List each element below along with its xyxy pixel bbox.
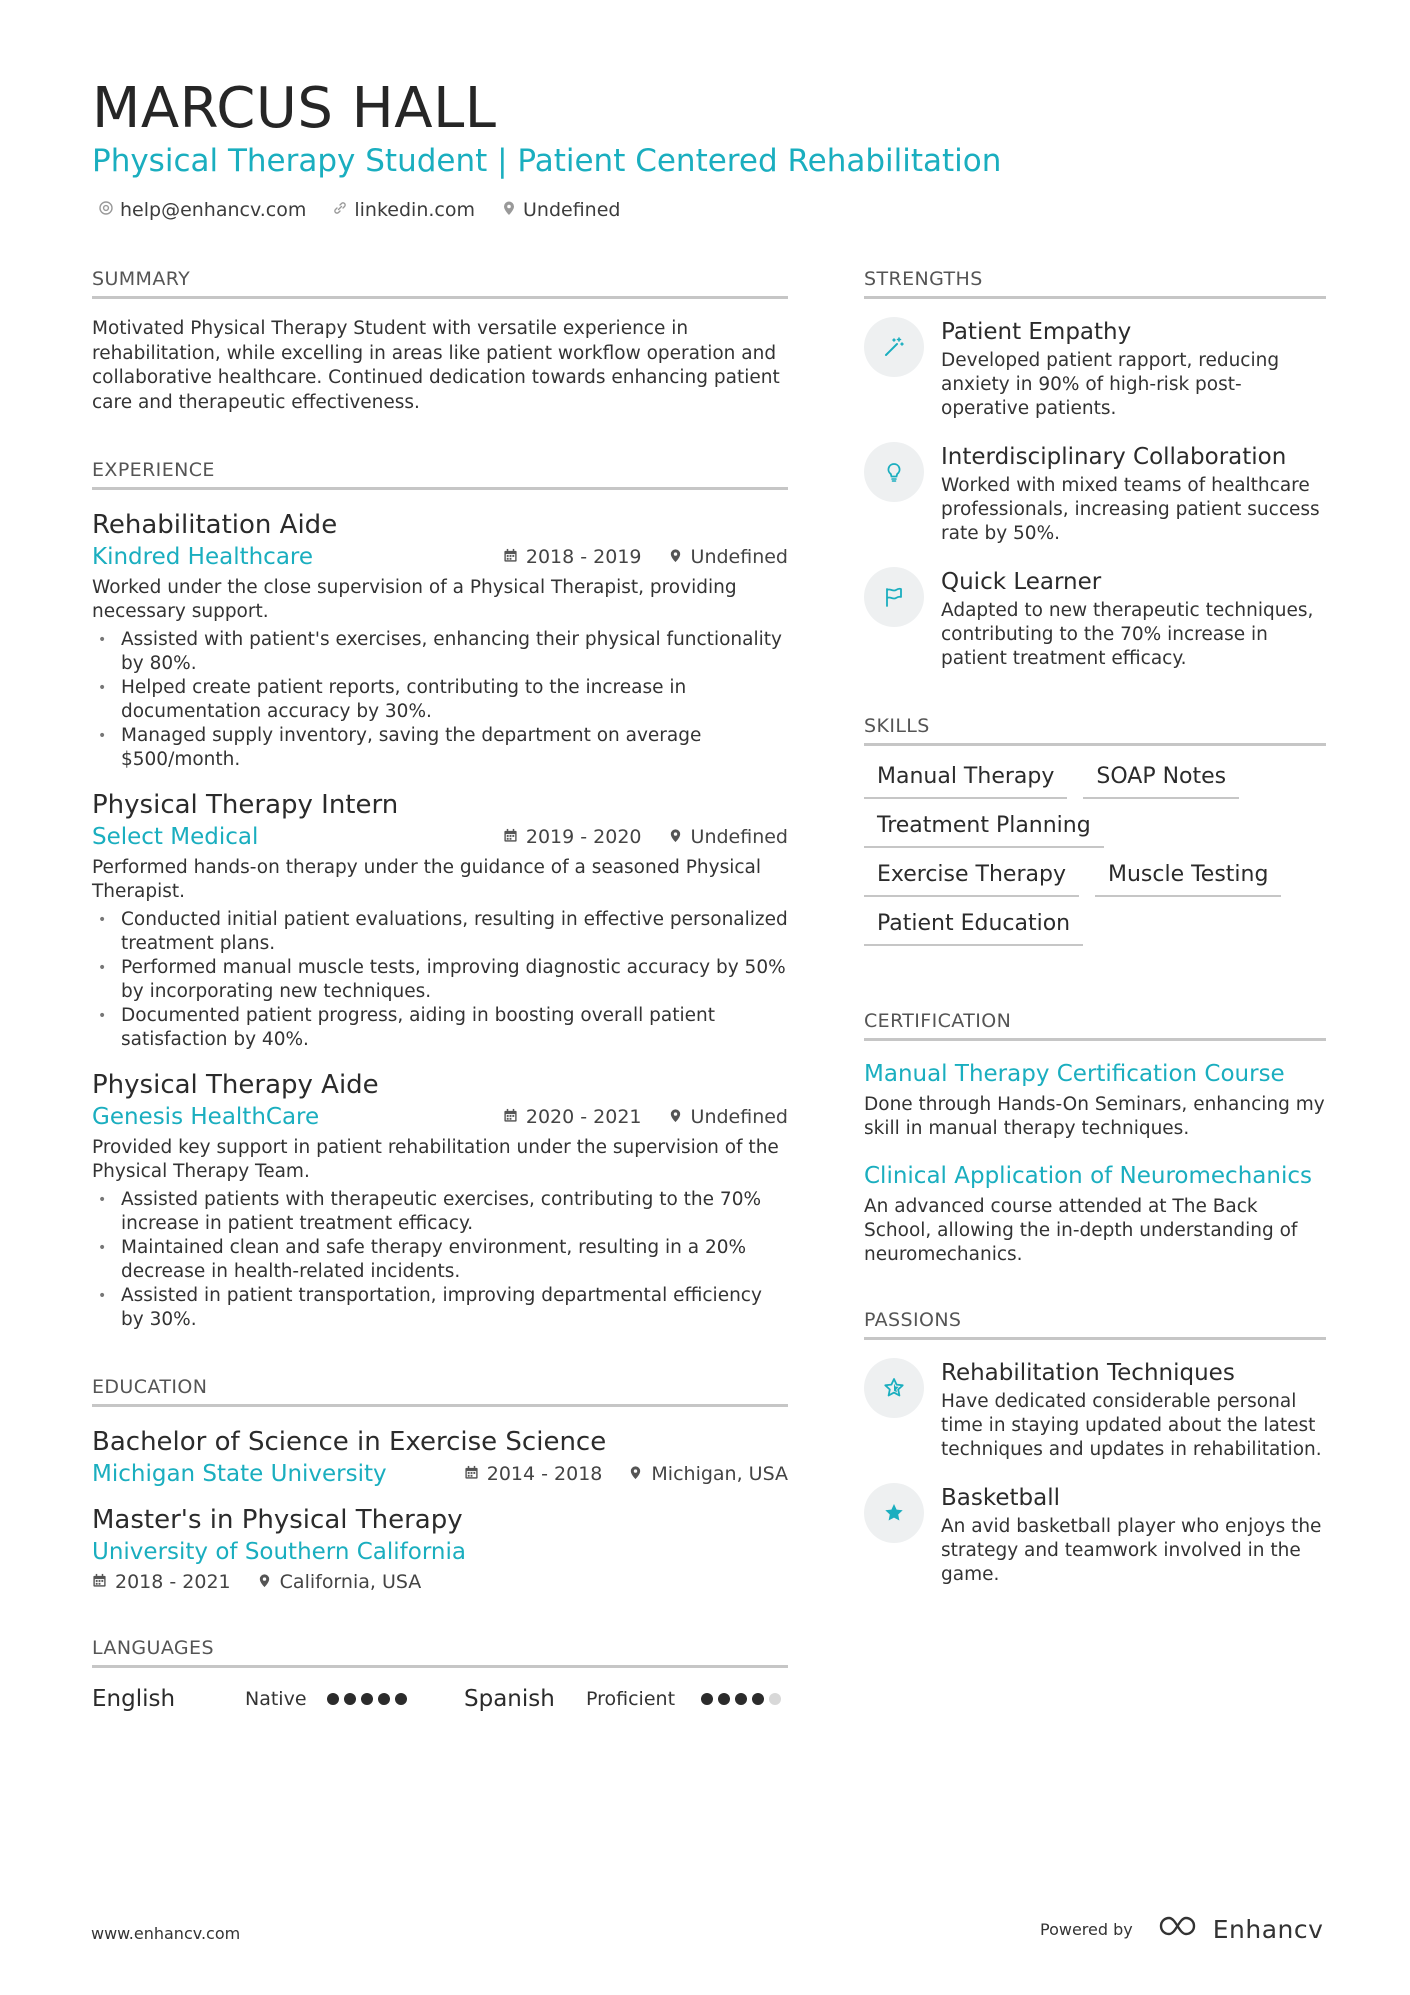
languages-row <box>92 1686 788 1712</box>
company-name: Kindred Healthcare <box>92 544 314 570</box>
job-title: Rehabilitation Aide <box>92 510 338 540</box>
link-icon <box>332 199 348 221</box>
language-rating <box>701 1693 781 1705</box>
contact-location <box>501 199 620 221</box>
location-icon <box>628 1463 643 1485</box>
language-entry <box>464 1686 781 1712</box>
job-title: Physical Therapy Aide <box>92 1070 379 1100</box>
education-entry <box>92 1425 788 1487</box>
rating-dot-filled <box>378 1693 390 1705</box>
strengths-heading: STRENGTHS <box>864 268 1326 299</box>
strength-description: Worked with mixed teams of healthcare professionals, increasing patient success rate by 50%. <box>941 475 1320 544</box>
language-name: Spanish <box>464 1686 555 1712</box>
education-heading: EDUCATION <box>92 1376 788 1407</box>
experience-heading: EXPERIENCE <box>92 459 788 490</box>
calendar-icon <box>464 1463 479 1485</box>
rating-dot-filled <box>752 1693 764 1705</box>
brand-logo[interactable] <box>1157 1914 1324 1944</box>
job-bullet: • Conducted initial patient evaluations, resulting in effective personalized treatment plans. <box>92 908 788 956</box>
left-column <box>92 268 788 1712</box>
certification-item <box>864 1161 1326 1267</box>
degree-title: Master's in Physical Therapy <box>92 1505 463 1535</box>
calendar-icon <box>92 1571 107 1593</box>
rating-dot-empty <box>769 1693 781 1705</box>
job-bullet: • Managed supply inventory, saving the department on average $500/month. <box>92 724 788 772</box>
location-icon <box>668 826 683 848</box>
job-description: Performed hands-on therapy under the guidance of a seasoned Physical Therapist. <box>92 857 761 902</box>
education-dates: 2018 - 2021 <box>115 1571 231 1593</box>
contact-linkedin-text: linkedin.com <box>354 199 475 221</box>
rating-dot-filled <box>344 1693 356 1705</box>
passion-item <box>864 1483 1326 1587</box>
strength-item <box>864 442 1326 546</box>
skill-tag: SOAP Notes <box>1083 764 1239 799</box>
star-outline-icon <box>864 1358 924 1418</box>
certification-description: An advanced course attended at The Back School, allowing the in-depth understanding of neuromechanics. <box>864 1196 1298 1265</box>
summary-text: Motivated Physical Therapy Student with versatile experience in rehabilitation, while excelling in areas like patient workflow operation and collaborative healthcare. Continued dedication towards enhancing patient care and therapeutic effectiveness. <box>92 318 780 413</box>
contact-email-text: help@enhancv.com <box>120 199 307 221</box>
languages-heading: LANGUAGES <box>92 1637 788 1668</box>
at-icon <box>98 199 114 221</box>
job-description: Worked under the close supervision of a Physical Therapist, providing necessary support. <box>92 577 737 622</box>
job-bullet: • Assisted with patient's exercises, enhancing their physical functionality by 80%. <box>92 628 788 676</box>
calendar-icon <box>503 826 518 848</box>
location-icon <box>668 546 683 568</box>
right-column <box>864 268 1326 1608</box>
certification-item <box>864 1059 1326 1141</box>
footer-website[interactable]: www.enhancv.com <box>91 1924 241 1943</box>
skill-tag: Manual Therapy <box>864 764 1067 799</box>
experience-entry <box>92 508 788 772</box>
flag-icon <box>864 567 924 627</box>
job-location: Undefined <box>690 546 788 568</box>
job-bullet: • Assisted patients with therapeutic exercises, contributing to the 70% increase in patient treatment efficacy. <box>92 1188 788 1236</box>
rating-dot-filled <box>327 1693 339 1705</box>
rating-dot-filled <box>395 1693 407 1705</box>
education-location: California, USA <box>279 1571 422 1593</box>
school-name: Michigan State University <box>92 1461 387 1487</box>
job-bullet: • Maintained clean and safe therapy environment, resulting in a 20% decrease in health-related incidents. <box>92 1236 788 1284</box>
powered-by-label: Powered by <box>1040 1919 1133 1939</box>
language-entry <box>92 1686 464 1712</box>
company-name: Genesis HealthCare <box>92 1104 320 1130</box>
passion-description: An avid basketball player who enjoys the strategy and teamwork involved in the game. <box>941 1516 1322 1585</box>
language-rating <box>327 1693 407 1705</box>
star-icon <box>864 1483 924 1543</box>
contact-email[interactable] <box>98 199 306 221</box>
rating-dot-filled <box>361 1693 373 1705</box>
job-title: Physical Therapy Intern <box>92 790 399 820</box>
rating-dot-filled <box>701 1693 713 1705</box>
skill-tag: Exercise Therapy <box>864 862 1079 897</box>
skill-tag: Treatment Planning <box>864 813 1104 848</box>
passion-title: Rehabilitation Techniques <box>941 1360 1235 1386</box>
calendar-icon <box>503 546 518 568</box>
job-bullets <box>92 908 788 1052</box>
education-location: Michigan, USA <box>651 1463 788 1485</box>
language-level: Proficient <box>586 1688 676 1710</box>
skills-heading: SKILLS <box>864 715 1326 746</box>
strength-description: Developed patient rapport, reducing anxiety in 90% of high-risk post-operative patients. <box>941 350 1280 419</box>
candidate-role: Physical Therapy Student | Patient Centered Rehabilitation <box>92 143 1002 179</box>
contact-linkedin[interactable] <box>332 199 475 221</box>
contact-row <box>98 199 620 221</box>
skill-tag: Muscle Testing <box>1095 862 1281 897</box>
calendar-icon <box>503 1106 518 1128</box>
location-icon <box>501 199 517 221</box>
contact-location-text: Undefined <box>523 199 621 221</box>
strength-item <box>864 567 1326 671</box>
strength-title: Interdisciplinary Collaboration <box>941 444 1287 470</box>
enhancv-logo-icon <box>1157 1914 1203 1944</box>
strength-item <box>864 317 1326 421</box>
job-bullet: • Helped create patient reports, contributing to the increase in documentation accuracy by 30%. <box>92 676 788 724</box>
lightbulb-icon <box>864 442 924 502</box>
degree-title: Bachelor of Science in Exercise Science <box>92 1427 607 1457</box>
school-name: University of Southern California <box>92 1539 466 1565</box>
footer-branding <box>1040 1914 1323 1944</box>
certification-description: Done through Hands-On Seminars, enhancing my skill in manual therapy techniques. <box>864 1094 1325 1139</box>
strength-title: Quick Learner <box>941 569 1102 595</box>
passion-description: Have dedicated considerable personal time in staying updated about the latest techniques and updates in rehabilitation. <box>941 1391 1322 1460</box>
strength-title: Patient Empathy <box>941 319 1132 345</box>
location-icon <box>668 1106 683 1128</box>
passion-item <box>864 1358 1326 1462</box>
job-bullets <box>92 628 788 772</box>
candidate-name: MARCUS HALL <box>92 76 497 141</box>
certification-heading: CERTIFICATION <box>864 1010 1326 1041</box>
job-bullet: • Performed manual muscle tests, improving diagnostic accuracy by 50% by incorporating new techniques. <box>92 956 788 1004</box>
education-dates: 2014 - 2018 <box>486 1463 603 1485</box>
job-bullet: • Assisted in patient transportation, improving departmental efficiency by 30%. <box>92 1284 788 1332</box>
job-location: Undefined <box>690 1106 788 1128</box>
job-dates: 2020 - 2021 <box>525 1106 642 1128</box>
passions-heading: PASSIONS <box>864 1309 1326 1340</box>
language-level: Native <box>245 1688 307 1710</box>
brand-name: Enhancv <box>1212 1914 1324 1944</box>
summary-heading: SUMMARY <box>92 268 788 299</box>
job-dates: 2019 - 2020 <box>525 826 642 848</box>
job-bullet: • Documented patient progress, aiding in boosting overall patient satisfaction by 40%. <box>92 1004 788 1052</box>
job-description: Provided key support in patient rehabilitation under the supervision of the Physical Therapy Team. <box>92 1137 779 1182</box>
certification-title: Manual Therapy Certification Course <box>864 1061 1285 1087</box>
rating-dot-filled <box>735 1693 747 1705</box>
magic-wand-icon <box>864 317 924 377</box>
job-location: Undefined <box>690 826 788 848</box>
experience-entry <box>92 1068 788 1332</box>
experience-entry <box>92 788 788 1052</box>
language-name: English <box>92 1686 176 1712</box>
passion-title: Basketball <box>941 1485 1060 1511</box>
strength-description: Adapted to new therapeutic techniques, contributing to the 70% increase in patient treatment efficacy. <box>941 600 1314 669</box>
job-dates: 2018 - 2019 <box>525 546 642 568</box>
certification-title: Clinical Application of Neuromechanics <box>864 1163 1312 1189</box>
skill-tag: Patient Education <box>864 911 1083 946</box>
rating-dot-filled <box>718 1693 730 1705</box>
education-entry <box>92 1503 788 1593</box>
company-name: Select Medical <box>92 824 259 850</box>
skills-list <box>864 764 1326 946</box>
job-bullets <box>92 1188 788 1332</box>
location-icon <box>257 1571 272 1593</box>
